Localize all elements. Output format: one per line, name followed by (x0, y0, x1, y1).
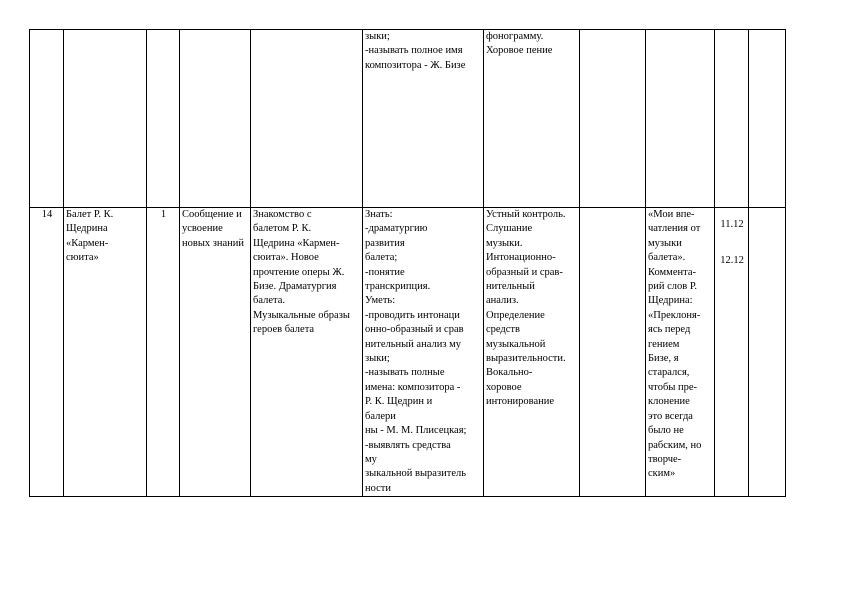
content-line: Бизе. Драматургия (253, 281, 337, 293)
control-line: анализ. (486, 295, 519, 307)
control-line: Вокально- (486, 367, 533, 379)
skills-line: балери (365, 410, 396, 422)
control-line: музыкальной (486, 338, 546, 350)
control-line: средств (486, 324, 520, 336)
date-planned-1: 11.12 (720, 219, 744, 230)
skills-line: ны - М. М. Плисецкая; (365, 425, 467, 437)
homework-line: «Преклоня- (648, 309, 701, 321)
cell-hours (147, 208, 180, 497)
skills-line: -выявлять средства (365, 439, 451, 451)
hours-value: 1 (160, 209, 167, 220)
cell-content (251, 208, 363, 497)
lesson-number: 14 (41, 209, 53, 220)
lesson-type-line: усвоение (182, 223, 223, 235)
homework-line: чатления от (648, 223, 701, 235)
cell-skills (363, 208, 484, 497)
homework-line: творче- (648, 453, 682, 465)
date-planned-2: 12.12 (720, 255, 744, 267)
content-line: прочтение оперы Ж. (253, 266, 345, 278)
homework-line: Бизе, я (648, 353, 679, 365)
table-row-lesson-14 (30, 208, 786, 497)
cell-date-actual (749, 208, 786, 497)
skills-line: композитора - Ж. Бизе (365, 59, 466, 71)
cell-control (484, 208, 580, 497)
table-row-continued (30, 30, 786, 208)
skills-line: Уметь: (365, 295, 396, 307)
skills-line: -понятие (365, 266, 405, 278)
control-line: Определение (486, 309, 545, 321)
cell-hours (147, 30, 180, 208)
skills-line: балета; (365, 252, 398, 264)
control-line: Интонационно- (486, 252, 556, 264)
homework-line: музыки (648, 237, 682, 249)
content-line: Музыкальные образы (253, 309, 350, 321)
homework-line: «Мои впе- (648, 209, 695, 220)
control-line: хоровое (486, 381, 522, 393)
skills-line: имена: композитора - (365, 381, 461, 393)
topic-line: Щедрина (66, 223, 108, 235)
control-line: Хоровое пение (486, 45, 553, 57)
skills-line: Знать: (365, 209, 393, 220)
homework-line: гением (648, 338, 680, 350)
homework-line: было не (648, 425, 684, 437)
topic-line: Балет Р. К. (66, 209, 114, 220)
skills-line: развития (365, 237, 405, 249)
content-line: Знакомство с (253, 209, 312, 220)
cell-homework (646, 208, 715, 497)
lesson-plan-table (29, 29, 786, 497)
homework-line: Щедрина: (648, 295, 693, 307)
homework-line: рий слов Р. (648, 281, 697, 293)
content-line: героев балета (253, 324, 315, 336)
cell-content (251, 30, 363, 208)
lesson-type-line: новых знаний (182, 237, 245, 249)
cell-topic (64, 208, 147, 497)
skills-line: -проводить интонаци (365, 309, 460, 321)
skills-line: транскрипция. (365, 281, 431, 293)
control-line: Слушание (486, 223, 533, 235)
control-line: выразительности. (486, 353, 566, 365)
skills-line: му (365, 453, 377, 465)
cell-empty (580, 30, 646, 208)
cell-homework (646, 30, 715, 208)
skills-line: нительный анализ му (365, 338, 461, 350)
skills-line: -называть полное имя (365, 45, 463, 57)
cell-date-actual (749, 30, 786, 208)
content-line: балета. (253, 295, 285, 307)
homework-line: балета». (648, 252, 686, 264)
homework-line: ским» (648, 468, 676, 480)
content-line: Щедрина «Кармен- (253, 237, 340, 249)
cell-date-planned (715, 208, 749, 497)
homework-line: рабским, но (648, 439, 702, 451)
skills-line: зыки; (365, 353, 390, 365)
control-line: Устный контроль. (486, 209, 566, 220)
control-line: музыки. (486, 237, 523, 249)
cell-number (30, 30, 64, 208)
cell-skills (363, 30, 484, 208)
homework-line: старался, (648, 367, 690, 379)
content-line: балетом Р. К. (253, 223, 312, 235)
skills-line: зыкальной выразитель (365, 468, 467, 480)
skills-line: -называть полные (365, 367, 445, 379)
cell-number (30, 208, 64, 497)
skills-line: ности (365, 482, 391, 494)
cell-lesson-type (180, 208, 251, 497)
cell-date-planned (715, 30, 749, 208)
homework-line: Коммента- (648, 266, 696, 278)
control-line: нительный (486, 281, 535, 293)
control-line: интонирование (486, 396, 555, 408)
topic-line: сюита» (66, 252, 99, 264)
skills-line: онно-образный и срав (365, 324, 464, 336)
cell-lesson-type (180, 30, 251, 208)
skills-line: -драматургию (365, 223, 428, 235)
control-line: фонограмму. (486, 31, 544, 42)
lesson-type-line: Сообщение и (182, 209, 242, 220)
control-line: образный и срав- (486, 266, 563, 278)
content-line: сюита». Новое (253, 252, 319, 264)
cell-empty (580, 208, 646, 497)
cell-control (484, 30, 580, 208)
homework-line: ясь перед (648, 324, 691, 336)
skills-line: зыки; (365, 31, 390, 42)
homework-line: чтобы пре- (648, 381, 698, 393)
homework-line: клонение (648, 396, 690, 408)
topic-line: «Кармен- (66, 237, 109, 249)
skills-line: Р. К. Щедрин и (365, 396, 433, 408)
homework-line: это всегда (648, 410, 693, 422)
cell-topic (64, 30, 147, 208)
